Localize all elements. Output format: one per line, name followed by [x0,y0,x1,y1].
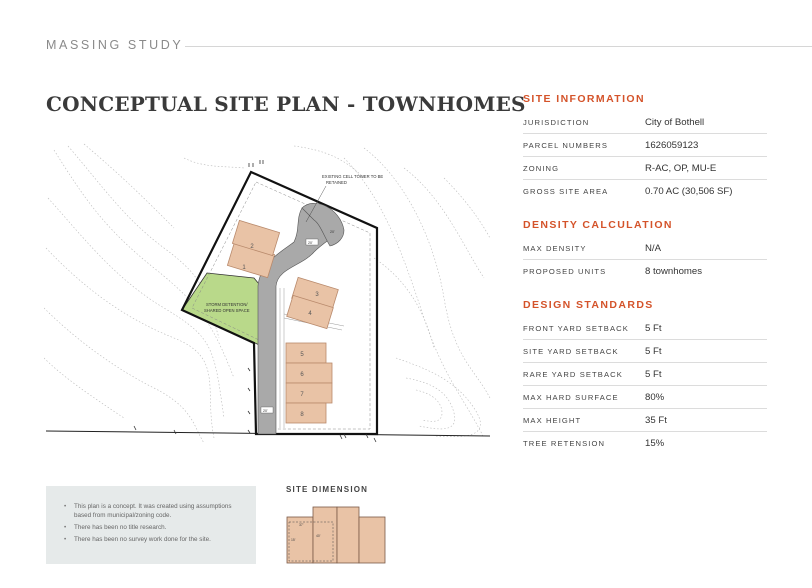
spec-label: MAX HARD SURFACE [523,392,619,402]
storm-note-line-2: SHARED OPEN SPACE [204,308,250,313]
spec-value: 5 Ft [645,368,662,380]
unit-6 [286,363,332,383]
design-standards-heading: DESIGN STANDARDS [523,299,654,311]
spec-label: RARE YARD SETBACK [523,369,623,379]
unit-8 [286,403,326,423]
unit-label-6: 6 [300,372,304,378]
dimension-block-4 [359,517,385,563]
unit-label-8: 8 [300,412,304,418]
spec-value: R-AC, OP, MU-E [645,162,717,174]
spec-row-proposed-units [523,260,767,283]
bottom-dimension: 20' [263,409,268,413]
spec-row-max-density [523,237,767,260]
design-standards-section [523,299,767,455]
spec-value: 1626059123 [645,139,699,151]
page-title: CONCEPTUAL SITE PLAN - TOWNHOMES [46,92,526,116]
unit-label-3: 3 [315,292,319,298]
spec-row-max-height [523,409,767,432]
unit-label-2: 2 [250,244,254,250]
unit-label-1: 1 [242,265,246,271]
spec-label: GROSS SITE AREA [523,187,609,196]
spec-row-site-yard-setback [523,340,767,363]
spec-row-max-hard-surface [523,386,767,409]
road-dimension: 20' [308,241,313,245]
spec-label: PROPOSED UNITS [523,267,607,276]
spec-row-rare-yard-setback [523,363,767,386]
spec-row-gross-site-area [523,180,767,203]
spec-value: N/A [645,242,661,254]
spec-label: FRONT YARD SETBACK [523,323,629,333]
sidewalk [280,288,284,428]
spec-label: ZONING [523,163,560,173]
spec-label: TREE RETENSION [523,439,606,448]
spec-value: 15% [645,438,665,449]
spec-row-parcel-numbers [523,134,767,157]
spec-value: 0.70 AC (30,506 SF) [645,186,733,197]
site-information-heading: SITE INFORMATION [523,93,645,105]
dimension-block-3 [337,507,359,563]
note-item: • This plan is a concept. It was created using assumptions based from municipal/zoning code. [64,502,244,520]
unit-label-5: 5 [300,352,304,358]
spec-value: 5 Ft [645,322,662,334]
site-specs-panel [523,93,767,471]
spec-row-jurisdiction [523,111,767,134]
spec-row-zoning [523,157,767,180]
section-header-label: MASSING STUDY [46,38,184,52]
spec-value: 5 Ft [645,345,662,357]
dimension-label-width: 37' [299,523,304,527]
unit-7 [286,383,332,403]
disclaimer-notes [46,486,256,564]
spec-row-tree-retension [523,432,767,455]
spec-label: JURISDICTION [523,117,590,127]
spec-label: PARCEL NUMBERS [523,140,609,150]
drive-dimension: 20' [330,230,335,234]
dimension-label-depth: 40' [316,534,321,538]
unit-5 [286,343,326,363]
spec-value: 80% [645,391,665,403]
density-calculation-section [523,219,767,283]
note-item: • There has been no survey work done for the site. [64,535,244,544]
cell-tower-note-line-2: RETAINED [326,180,347,185]
unit-label-7: 7 [300,392,304,398]
cell-tower-note-line-1: EXISTING CELL TOWER TO BE [322,174,384,179]
site-plan-drawing [44,138,492,448]
unit-label-4: 4 [308,311,312,317]
density-calculation-heading: DENSITY CALCULATION [523,219,673,231]
header-divider [185,46,812,47]
spec-label: MAX DENSITY [523,243,587,253]
site-dimension-title: SITE DIMENSION [286,485,369,494]
site-information-section [523,93,767,203]
spec-row-front-yard-setback [523,317,767,340]
dimension-label-side: 15' [291,538,296,542]
spec-value: City of Bothell [645,116,705,128]
storm-note-line-1: STORM DETENTION/ [206,302,248,307]
spec-label: MAX HEIGHT [523,415,582,425]
site-dimension-diagram [285,503,387,565]
spec-value: 8 townhomes [645,266,703,277]
note-item: • There has been no title research. [64,523,244,532]
spec-value: 35 Ft [645,414,667,426]
spec-label: SITE YARD SETBACK [523,346,619,356]
